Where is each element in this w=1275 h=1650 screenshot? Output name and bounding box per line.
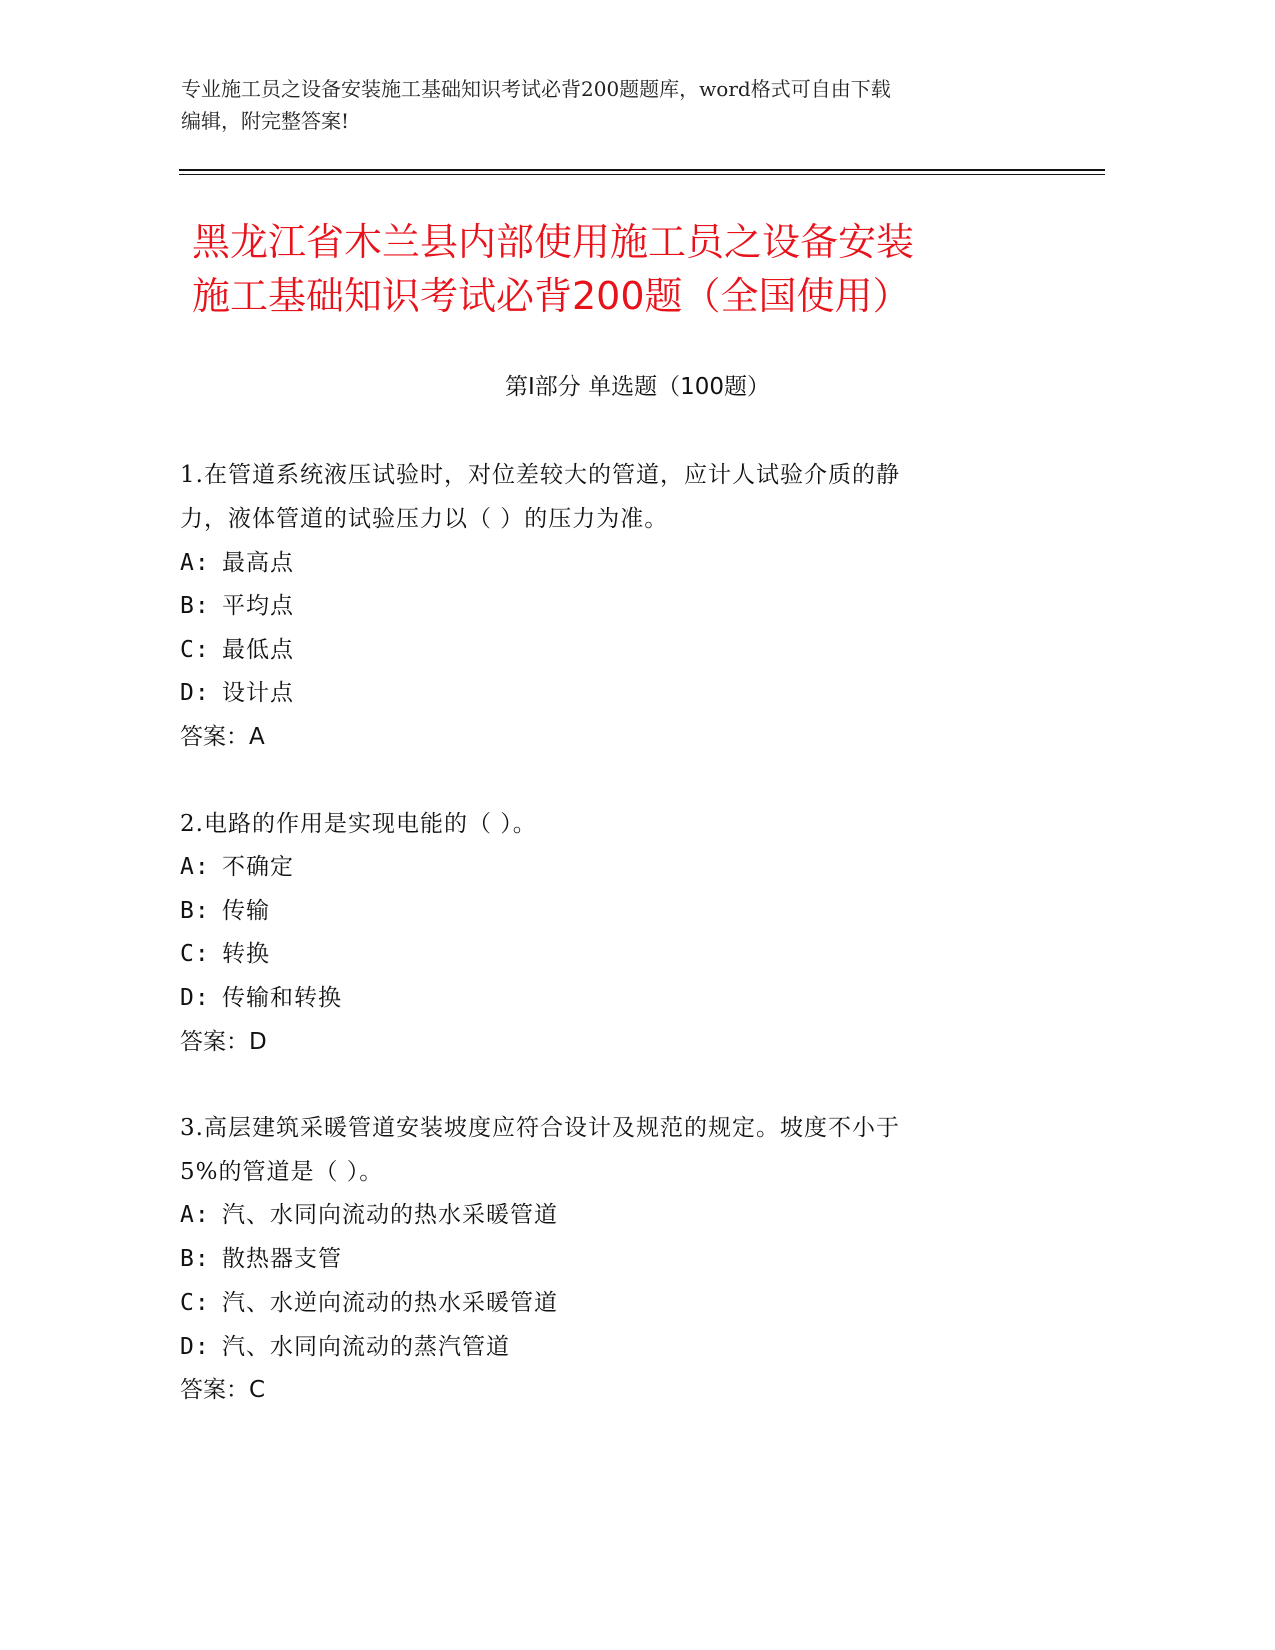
option-key: C: <box>180 637 210 663</box>
section-heading: 第I部分 单选题（100题） <box>505 374 770 400</box>
option-text: 汽、水同向流动的蒸汽管道 <box>222 1334 510 1360</box>
option-key: A: <box>180 550 210 576</box>
option-text: 汽、水同向流动的热水采暖管道 <box>222 1202 558 1228</box>
option-key: B: <box>180 898 210 924</box>
question-3-stem-line-2: 5%的管道是（ ）。 <box>180 1159 384 1185</box>
option-key: A: <box>180 854 210 880</box>
question-2-stem <box>180 802 1030 846</box>
question-1-stem <box>180 453 1030 541</box>
option-text: 传输 <box>222 898 270 924</box>
question-3-option-c <box>180 1288 1030 1318</box>
option-key: C: <box>180 941 210 967</box>
question-1-option-d <box>180 678 1030 708</box>
option-text: 转换 <box>222 941 270 967</box>
option-key: D: <box>180 680 210 706</box>
option-text: 不确定 <box>222 854 294 880</box>
question-3-stem-line-1: 3.高层建筑采暖管道安装坡度应符合设计及规范的规定。坡度不小于 <box>180 1115 900 1141</box>
option-key: D: <box>180 1334 210 1360</box>
document-title-line-1: 黑龙江省木兰县内部使用施工员之设备安装 <box>192 220 915 264</box>
option-key: B: <box>180 593 210 619</box>
option-text: 设计点 <box>222 680 294 706</box>
question-1-answer: 答案：A <box>180 724 265 750</box>
question-2-option-c <box>180 939 1030 969</box>
question-3-stem <box>180 1106 1030 1194</box>
question-2-answer: 答案：D <box>180 1029 267 1055</box>
question-1-stem-line-1: 1.在管道系统液压试验时，对位差较大的管道，应计人试验介质的静 <box>180 462 900 488</box>
question-1-option-c <box>180 635 1030 665</box>
document-title-line-2: 施工基础知识考试必背200题（全国使用） <box>192 274 911 318</box>
header-note <box>181 73 1031 137</box>
question-3-answer: 答案：C <box>180 1377 266 1403</box>
question-3-option-a <box>180 1200 1030 1230</box>
question-1-option-b <box>180 591 1030 621</box>
question-1-stem-line-2: 力，液体管道的试验压力以（ ）的压力为准。 <box>180 506 669 532</box>
option-text: 散热器支管 <box>222 1246 342 1272</box>
header-note-line-2: 编辑，附完整答案! <box>181 109 350 133</box>
question-1-option-a <box>180 548 1030 578</box>
option-key: D: <box>180 985 210 1011</box>
option-text: 传输和转换 <box>222 985 342 1011</box>
question-3-option-d <box>180 1332 1030 1362</box>
question-2-stem-line-1: 2.电路的作用是实现电能的（ ）。 <box>180 811 537 837</box>
option-text: 平均点 <box>222 593 294 619</box>
header-divider-thick <box>179 169 1105 171</box>
option-text: 最高点 <box>222 550 294 576</box>
option-key: B: <box>180 1246 210 1272</box>
header-note-line-1: 专业施工员之设备安装施工基础知识考试必背200题题库，word格式可自由下载 <box>181 77 891 101</box>
document-title <box>192 215 1052 323</box>
option-text: 汽、水逆向流动的热水采暖管道 <box>222 1290 558 1316</box>
option-text: 最低点 <box>222 637 294 663</box>
question-2-option-a <box>180 852 1030 882</box>
question-2-option-d <box>180 983 1030 1013</box>
question-2-option-b <box>180 896 1030 926</box>
option-key: A: <box>180 1202 210 1228</box>
header-divider-thin <box>179 174 1105 175</box>
option-key: C: <box>180 1290 210 1316</box>
question-3-option-b <box>180 1244 1030 1274</box>
